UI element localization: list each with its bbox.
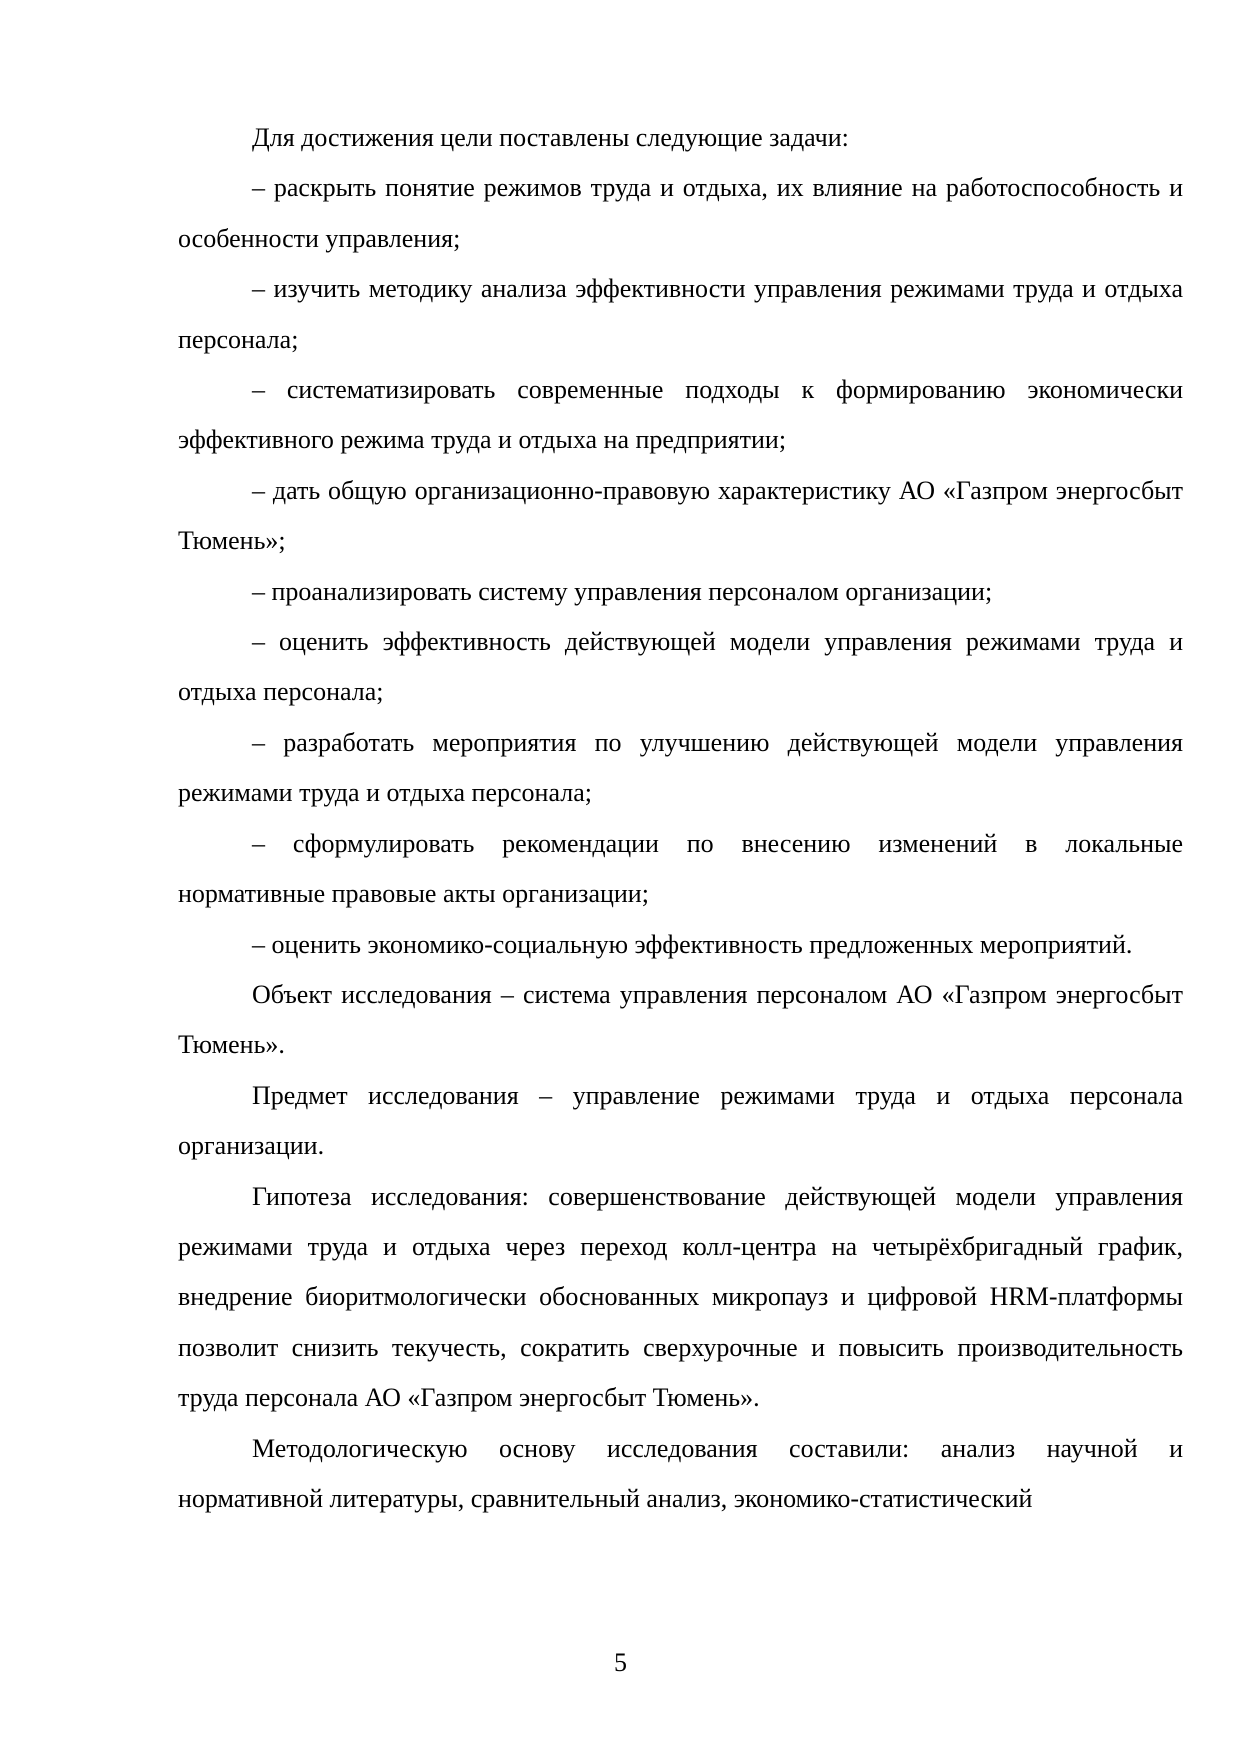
paragraph-task-5: – проанализировать систему управления персоналом организации;: [252, 576, 993, 606]
paragraph-tasks-intro: Для достижения цели поставлены следующие задачи:: [252, 123, 849, 152]
paragraph-task-3: – систематизировать современные подходы к формированию экономически эффективного режима труда и отдыха на предприятии;: [178, 375, 1183, 455]
paragraph-task-8: – сформулировать рекомендации по внесению изменений в локальные нормативные правовые акты организации;: [178, 828, 1183, 909]
paragraph-task-2: – изучить методику анализа эффективности управления режимами труда и отдыха персонала;: [178, 274, 1183, 354]
document-body: [178, 113, 1183, 1524]
paragraph-task-1: – раскрыть понятие режимов труда и отдыха, их влияние на работоспособность и особенности управления;: [178, 173, 1183, 253]
page-number: 5: [614, 1648, 627, 1677]
paragraph-research-object: Объект исследования – система управления персоналом АО «Газпром энергосбыт Тюмень».: [178, 979, 1183, 1060]
paragraph-research-hypothesis: Гипотеза исследования: совершенствование действующей модели управления режимами труда и отдыха через переход колл-центра на четырёхбригадный график, внедрение биоритмологически обоснованных микропауз и цифровой HRM-платформы позволит снизить текучесть, сократить сверхурочные и повысить производительность труда персонала АО «Газпром энергосбыт Тюмень».: [178, 1181, 1183, 1413]
paragraph-task-6: – оценить эффективность действующей модели управления режимами труда и отдыха персонала;: [178, 627, 1183, 707]
paragraph-task-4: – дать общую организационно-правовую характеристику АО «Газпром энергосбыт Тюмень»;: [178, 475, 1183, 556]
paragraph-task-7: – разработать мероприятия по улучшению действующей модели управления режимами труда и отдыха персонала;: [178, 727, 1183, 808]
paragraph-task-9: – оценить экономико-социальную эффективность предложенных мероприятий.: [252, 929, 1133, 959]
paragraph-research-subject: Предмет исследования – управление режимами труда и отдыха персонала организации.: [178, 1080, 1183, 1161]
paragraph-methodology: Методологическую основу исследования составили: анализ научной и нормативной литературы, сравнительный анализ, экономико-статистический: [178, 1433, 1183, 1513]
